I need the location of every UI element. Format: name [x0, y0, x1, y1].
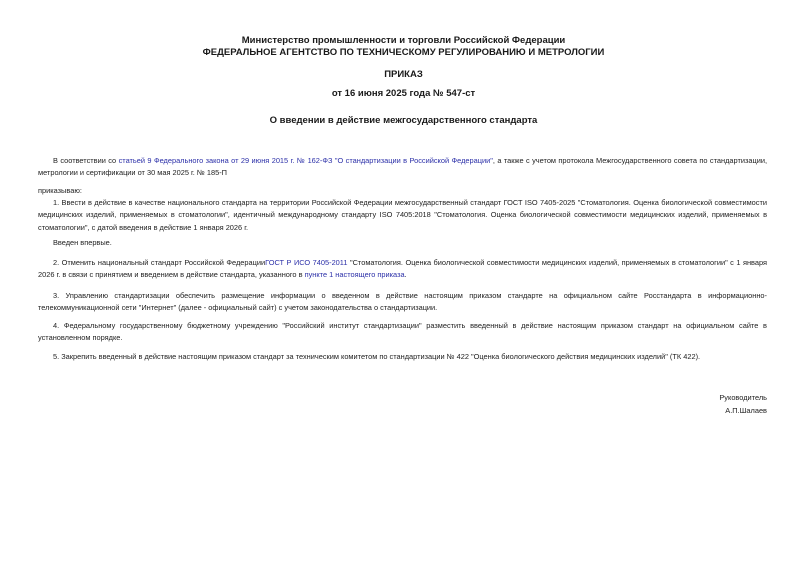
clause-link[interactable]: пункте 1 настоящего приказа: [304, 270, 405, 280]
document-subject: О введении в действие межгосударственного стандарта: [269, 115, 538, 126]
signature-name: А.П.Шалаев: [725, 406, 767, 415]
item2-text-start: 2. Отменить национальный стандарт Российской Федерации: [53, 258, 266, 267]
order-item-1: 1. Ввести в действие в качестве национального стандарта на территории Российской Федерации межгосударственный стандарт ГОСТ ISO 7405-2025 "Стоматология. Оценка биологической совместимости медицинских изделий, применяемых в стоматологии", идентичный международному стандарту ISO 7405:2018 "Стоматология. Оценка биологической совместимости медицинских изделий, применяемых в стоматологии", с датой введения в действие 1 января 2026 г.: [38, 198, 767, 232]
item2-text-middle: "Стоматология. Оценка биологической совместимости медицинских изделий, применяемых в стоматологии" с 1 января 2026 г. в связи с принятием и введением в действие стандарта, указанного в: [38, 258, 768, 280]
agency-title: ФЕДЕРАЛЬНОЕ АГЕНТСТВО ПО ТЕХНИЧЕСКОМУ РЕГУЛИРОВАНИЮ И МЕТРОЛОГИИ: [202, 47, 605, 58]
ministry-title: Министерство промышленности и торговли Российской Федерации: [241, 35, 566, 46]
preamble-text-start: В соответствии со: [53, 156, 119, 165]
document-type: ПРИКАЗ: [384, 69, 423, 80]
gost-link[interactable]: ГОСТ Р ИСО 7405-2011: [265, 258, 348, 267]
introduced-first-note: Введен впервые.: [53, 238, 112, 247]
order-item-5: 5. Закрепить введенный в действие настоящим приказом стандарт за техническим комитетом по стандартизации № 422 "Оценка биологического действия медицинских изделий" (ТК 422).: [53, 352, 701, 361]
law-link[interactable]: статьей 9 Федерального закона от 29 июня 2015 г. № 162-ФЗ "О стандартизации в Российской Федерации": [118, 156, 493, 165]
order-item-3: 3. Управлению стандартизации обеспечить размещение информации о введенном в действие настоящим приказом стандарте на официальном сайте Росстандарта в информационно-телекоммуникационной сети "Интернет" (далее - официальный сайт) с учетом законодательства о стандартизации.: [38, 291, 767, 313]
order-item-4: 4. Федеральному государственному бюджетному учреждению "Российский институт стандартизации" разместить введенный в действие настоящим приказом стандарт на официальном сайте в установленном порядке.: [38, 321, 767, 343]
document-date-number: от 16 июня 2025 года № 547-ст: [331, 88, 476, 99]
order-word: приказываю:: [38, 186, 82, 195]
signature-role: Руководитель: [719, 393, 767, 402]
preamble-text-end: , а также с учетом протокола Межгосударственного совета по стандартизации, метрологии и сертификации от 30 мая 2025 г. № 185-П: [38, 156, 767, 178]
order-item-2: [38, 257, 767, 282]
preamble-paragraph: [38, 155, 767, 180]
item2-text-end: .: [404, 270, 407, 280]
